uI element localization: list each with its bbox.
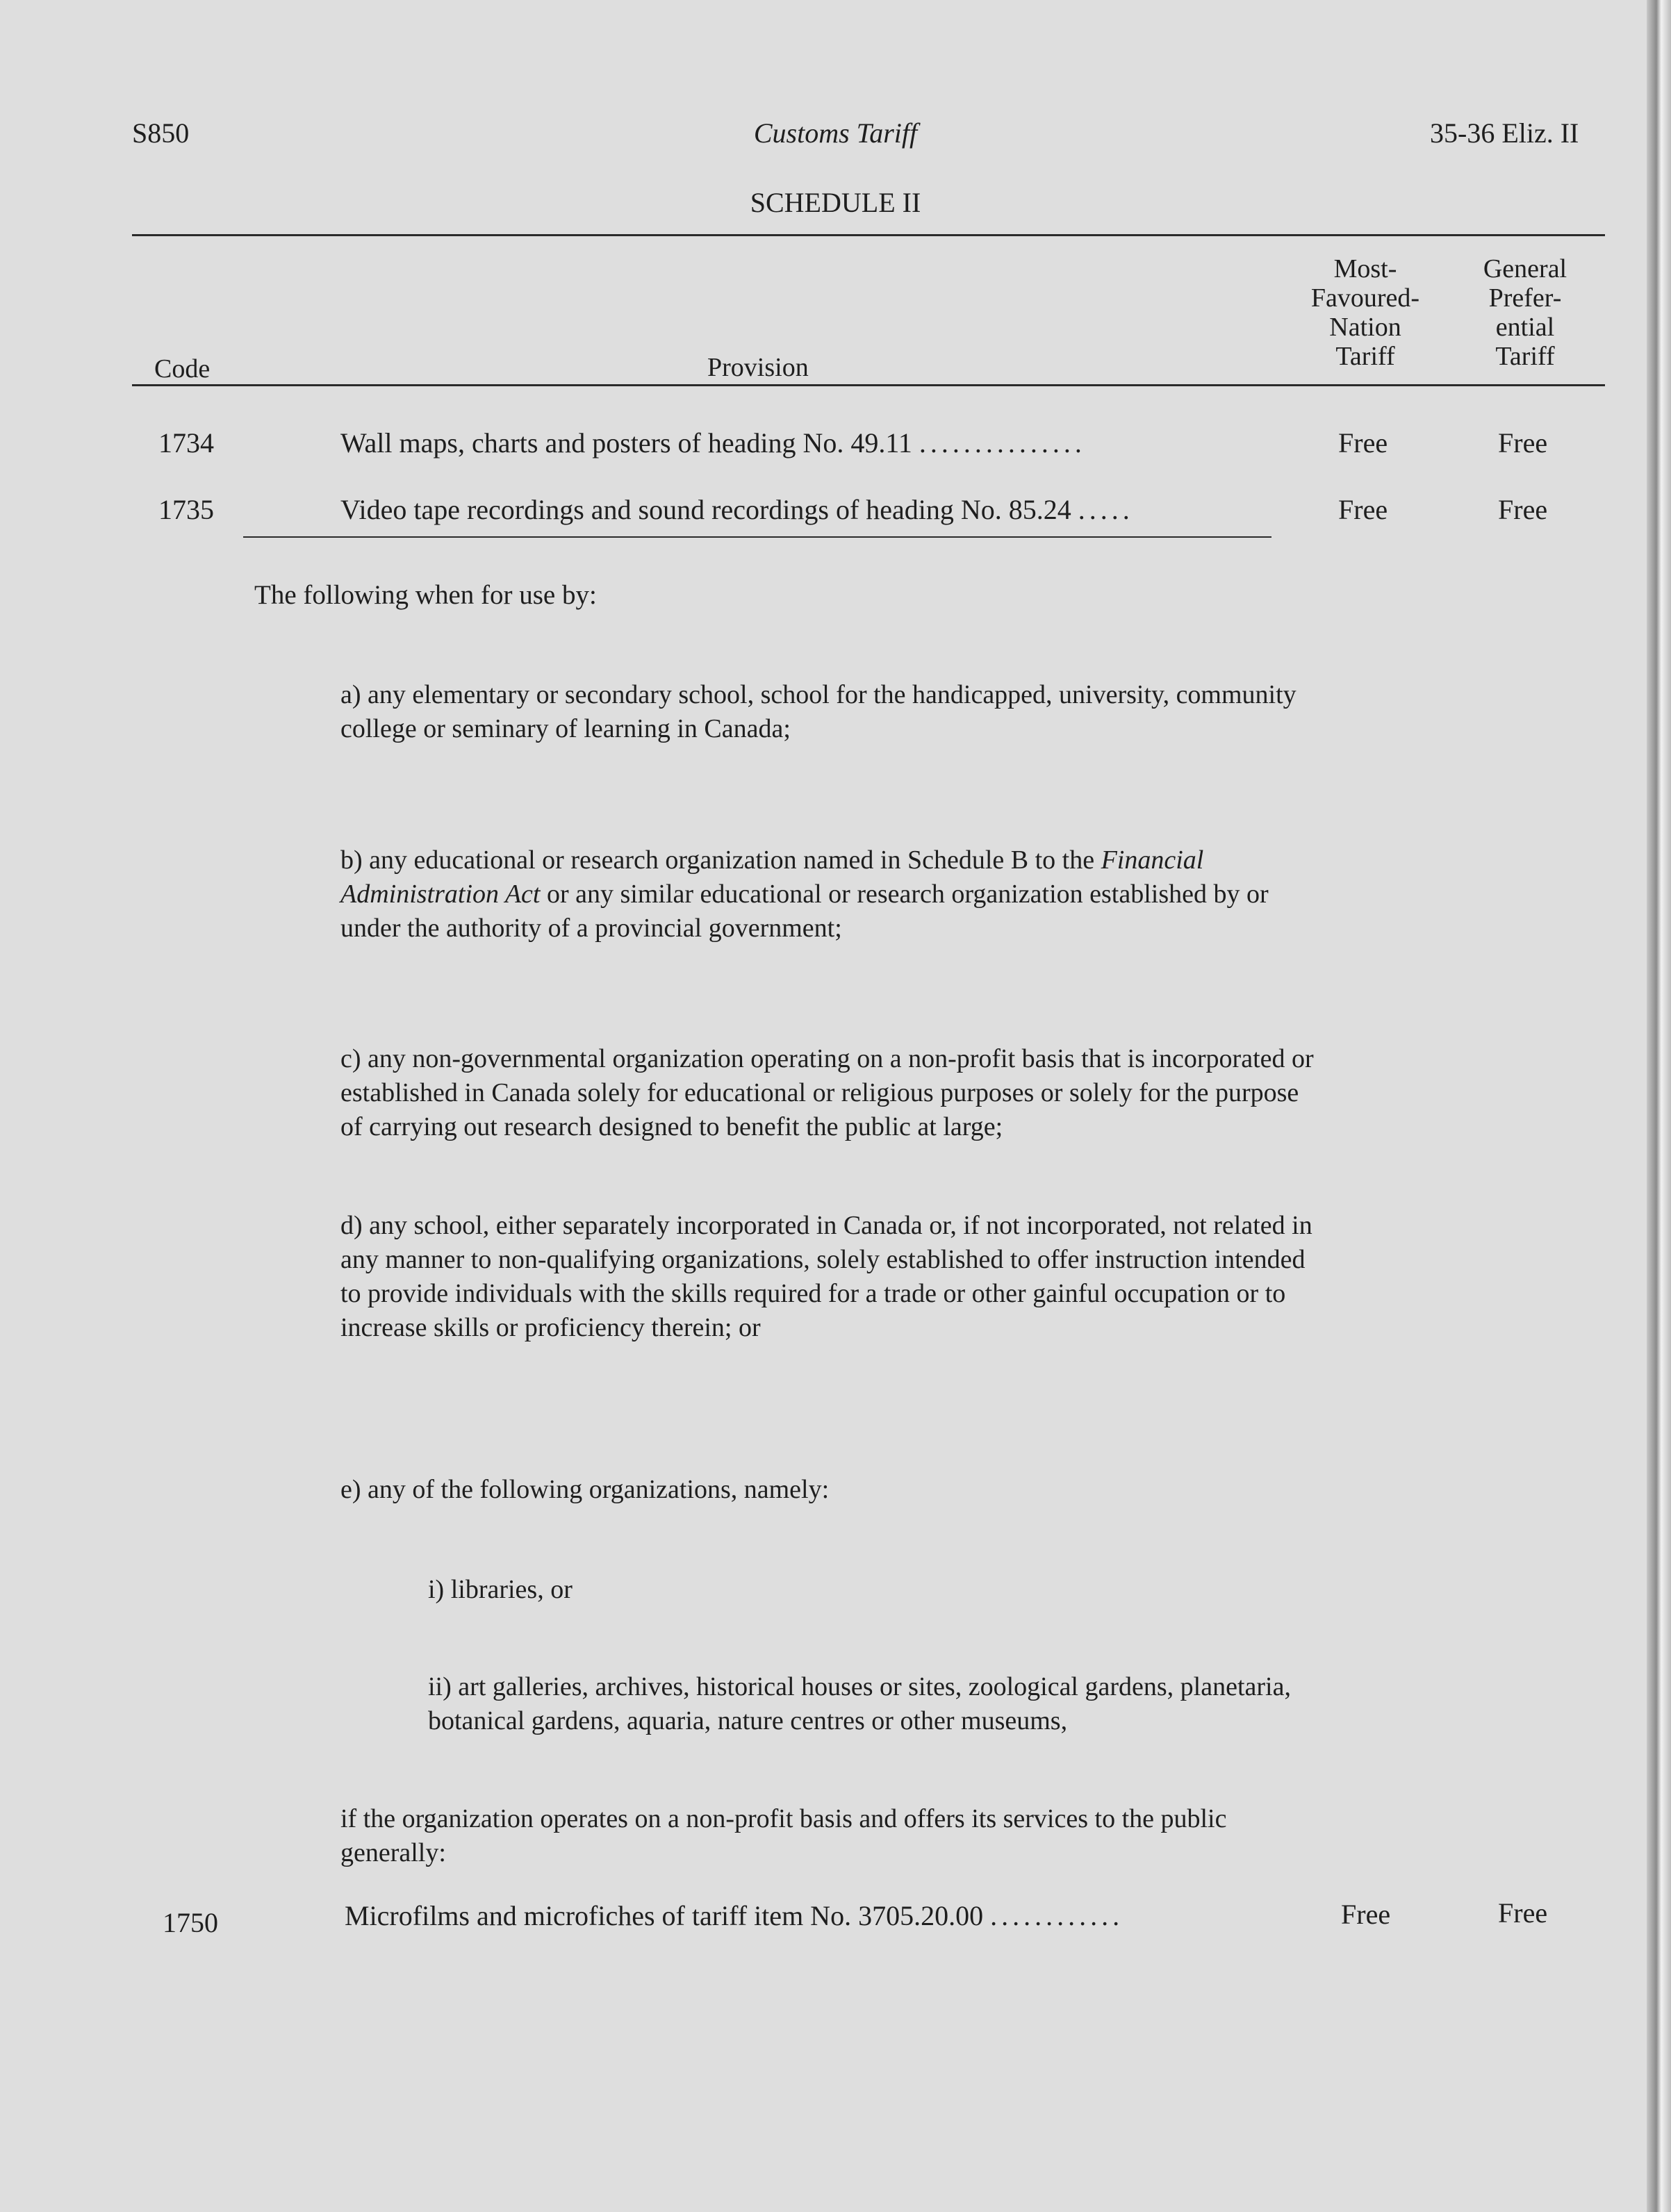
column-header-mfn: [1278, 254, 1452, 371]
row-gpt-rate: Free: [1498, 427, 1548, 459]
gpt-line-1: General: [1483, 254, 1567, 283]
row-mfn-rate: Free: [1341, 1899, 1391, 1930]
item-d: d) any school, either separately incorporated in Canada or, if not incorporated, not related in any manner to non-qualifying organizations, solely established to offer instruction intended to provide individuals with the skills required for a trade or other gainful occupation or to increase skills or proficiency therein; or: [340, 1211, 1312, 1342]
row-provision: Wall maps, charts and posters of heading No. 49.11 ...............: [340, 427, 1086, 459]
gpt-line-2: Prefer-: [1488, 283, 1562, 313]
intro-text: The following when for use by:: [254, 580, 597, 610]
row-code: 1750: [163, 1907, 218, 1938]
schedule-title: SCHEDULE II: [750, 187, 921, 218]
item-e: e) any of the following organizations, namely:: [340, 1475, 830, 1504]
row-provision: Video tape recordings and sound recordings of heading No. 85.24 .....: [340, 494, 1134, 525]
table-header-rule: [132, 384, 1605, 386]
mfn-line-3: Nation: [1329, 313, 1401, 342]
row-code: 1734: [158, 427, 214, 459]
column-header-gpt: [1445, 254, 1605, 371]
row-code: 1735: [158, 494, 214, 525]
column-header-code: Code: [154, 354, 211, 383]
table-top-rule: [132, 234, 1605, 236]
gpt-line-3: ential: [1495, 313, 1555, 342]
column-header-provision: Provision: [707, 353, 809, 382]
act-title: Financial Administration Act: [340, 845, 1204, 909]
regnal-year: 35-36 Eliz. II: [1430, 117, 1579, 149]
page-number: S850: [132, 117, 190, 149]
item-e-i: i) libraries, or: [428, 1575, 573, 1604]
condition-text: if the organization operates on a non-profit basis and offers its services to the public generally:: [340, 1804, 1227, 1867]
item-e-ii: ii) art galleries, archives, historical houses or sites, zoological gardens, planetaria, botanical gardens, aquaria, nature centres or other museums,: [428, 1672, 1291, 1735]
row-mfn-rate: Free: [1338, 427, 1388, 459]
page-edge: [1647, 0, 1671, 2212]
item-a: a) any elementary or secondary school, school for the handicapped, university, community college or seminary of learning in Canada;: [340, 680, 1297, 743]
row-provision: Microfilms and microfiches of tariff item No. 3705.20.00 ............: [345, 1900, 1124, 1931]
mfn-line-2: Favoured-: [1310, 283, 1420, 313]
item-b: b) any educational or research organization named in Schedule B to the Financial Administration Act or any similar educational or research organization established by or under the authority of a provincial government;: [340, 845, 1269, 943]
row-gpt-rate: Free: [1498, 494, 1548, 525]
row-gpt-rate: Free: [1498, 1897, 1548, 1929]
row-mfn-rate: Free: [1338, 494, 1388, 525]
gpt-line-4: Tariff: [1495, 342, 1555, 371]
item-c: c) any non-governmental organization operating on a non-profit basis that is incorporated or established in Canada solely for educational or religious purposes or solely for the purpose of carrying out research designed to benefit the public at large;: [340, 1044, 1314, 1141]
mfn-line-1: Most-: [1333, 254, 1397, 283]
mfn-line-4: Tariff: [1335, 342, 1395, 371]
running-title: Customs Tariff: [753, 117, 918, 149]
section-rule: [243, 536, 1271, 538]
